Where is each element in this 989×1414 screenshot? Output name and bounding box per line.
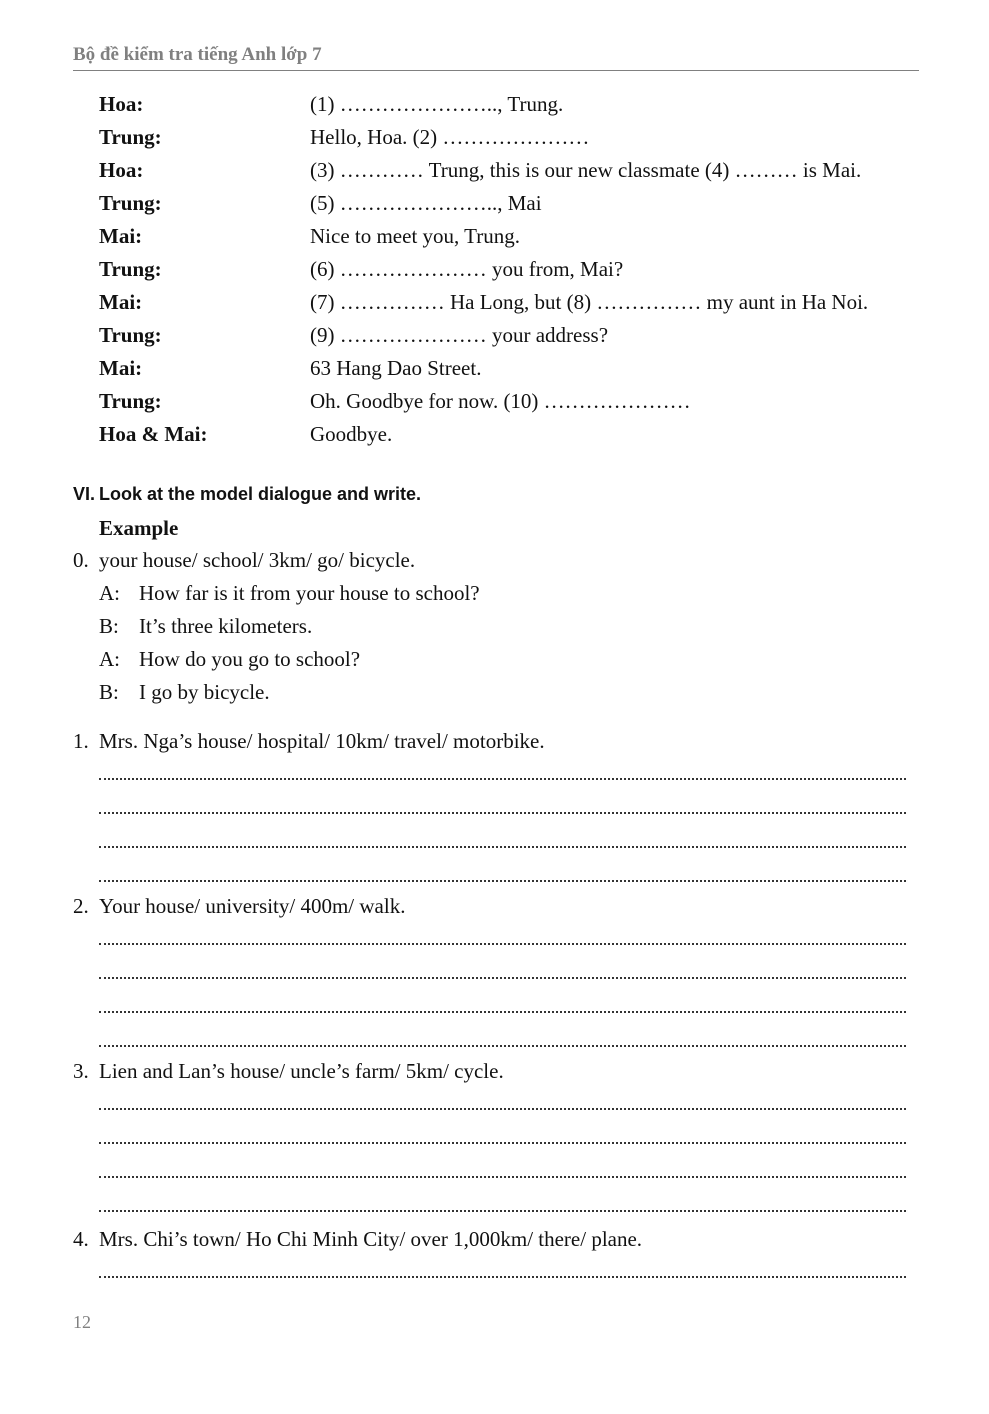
answer-line[interactable] xyxy=(99,1175,906,1178)
answer-line[interactable] xyxy=(99,777,906,780)
item-prompt: Mrs. Chi’s town/ Ho Chi Minh City/ over 1,000km/ there/ plane. xyxy=(99,1227,643,1251)
speaker: B: xyxy=(99,680,119,704)
answer-line[interactable] xyxy=(99,811,906,814)
item-number: 4. xyxy=(73,1227,89,1251)
speaker: Mai: xyxy=(99,356,143,380)
answer-line[interactable] xyxy=(99,845,906,848)
example-line xyxy=(99,647,360,672)
line-text: (5) ………………….., Mai xyxy=(310,191,542,215)
line-text: (9) ………………… your address? xyxy=(310,323,609,347)
speaker: Hoa & Mai: xyxy=(99,422,208,446)
speaker: Mai: xyxy=(99,224,143,248)
answer-line[interactable] xyxy=(99,1141,906,1144)
line-text: How far is it from your house to school? xyxy=(139,581,480,605)
example-line xyxy=(99,680,270,705)
line-text: (3) ………… Trung, this is our new classmate (4) ……… is Mai. xyxy=(310,158,862,182)
item-number: 1. xyxy=(73,729,89,753)
answer-line[interactable] xyxy=(99,942,906,945)
item-prompt: Mrs. Nga’s house/ hospital/ 10km/ travel/ motorbike. xyxy=(99,729,545,753)
speaker: B: xyxy=(99,614,119,638)
speaker: Trung: xyxy=(99,323,162,347)
speaker: Hoa: xyxy=(99,92,144,116)
answer-line[interactable] xyxy=(99,1107,906,1110)
answer-line[interactable] xyxy=(99,1044,906,1047)
exercise-item xyxy=(73,1227,642,1252)
line-text: How do you go to school? xyxy=(139,647,361,671)
exercise-item xyxy=(73,729,545,754)
section-title: Look at the model dialogue and write. xyxy=(99,484,422,504)
line-text: I go by bicycle. xyxy=(139,680,270,704)
line-text: (1) ………………….., Trung. xyxy=(310,92,564,116)
speaker: Hoa: xyxy=(99,158,144,182)
header-rule xyxy=(73,70,919,71)
line-text: (6) ………………… you from, Mai? xyxy=(310,257,624,281)
page-number: 12 xyxy=(73,1312,91,1332)
example-prompt xyxy=(73,548,415,573)
exercise-item xyxy=(73,894,405,919)
speaker: Mai: xyxy=(99,290,143,314)
line-text: Hello, Hoa. (2) ………………… xyxy=(310,125,590,149)
answer-line[interactable] xyxy=(99,976,906,979)
answer-line[interactable] xyxy=(99,1010,906,1013)
speaker: Trung: xyxy=(99,257,162,281)
exercise-item xyxy=(73,1059,504,1084)
item-prompt: your house/ school/ 3km/ go/ bicycle. xyxy=(99,548,416,572)
item-number: 0. xyxy=(73,548,89,572)
running-header: Bộ đề kiểm tra tiếng Anh lớp 7 xyxy=(73,44,322,65)
answer-line[interactable] xyxy=(99,1209,906,1212)
line-text: Oh. Goodbye for now. (10) ………………… xyxy=(310,389,691,413)
speaker: A: xyxy=(99,581,120,605)
speaker: Trung: xyxy=(99,389,162,413)
example-label: Example xyxy=(99,516,179,540)
line-text: Nice to meet you, Trung. xyxy=(310,224,520,248)
speaker: Trung: xyxy=(99,125,162,149)
section-number: VI. xyxy=(73,484,96,504)
line-text: (7) …………… Ha Long, but (8) …………… my aunt in Ha Noi. xyxy=(310,290,869,314)
answer-line[interactable] xyxy=(99,879,906,882)
item-prompt: Lien and Lan’s house/ uncle’s farm/ 5km/ cycle. xyxy=(99,1059,504,1083)
line-text: Goodbye. xyxy=(310,422,393,446)
line-text: It’s three kilometers. xyxy=(139,614,313,638)
section-heading xyxy=(73,484,421,505)
answer-line[interactable] xyxy=(99,1275,906,1278)
example-line xyxy=(99,614,312,639)
item-number: 3. xyxy=(73,1059,89,1083)
item-number: 2. xyxy=(73,894,89,918)
example-line xyxy=(99,581,480,606)
line-text: 63 Hang Dao Street. xyxy=(310,356,482,380)
item-prompt: Your house/ university/ 400m/ walk. xyxy=(99,894,406,918)
speaker: A: xyxy=(99,647,120,671)
speaker: Trung: xyxy=(99,191,162,215)
